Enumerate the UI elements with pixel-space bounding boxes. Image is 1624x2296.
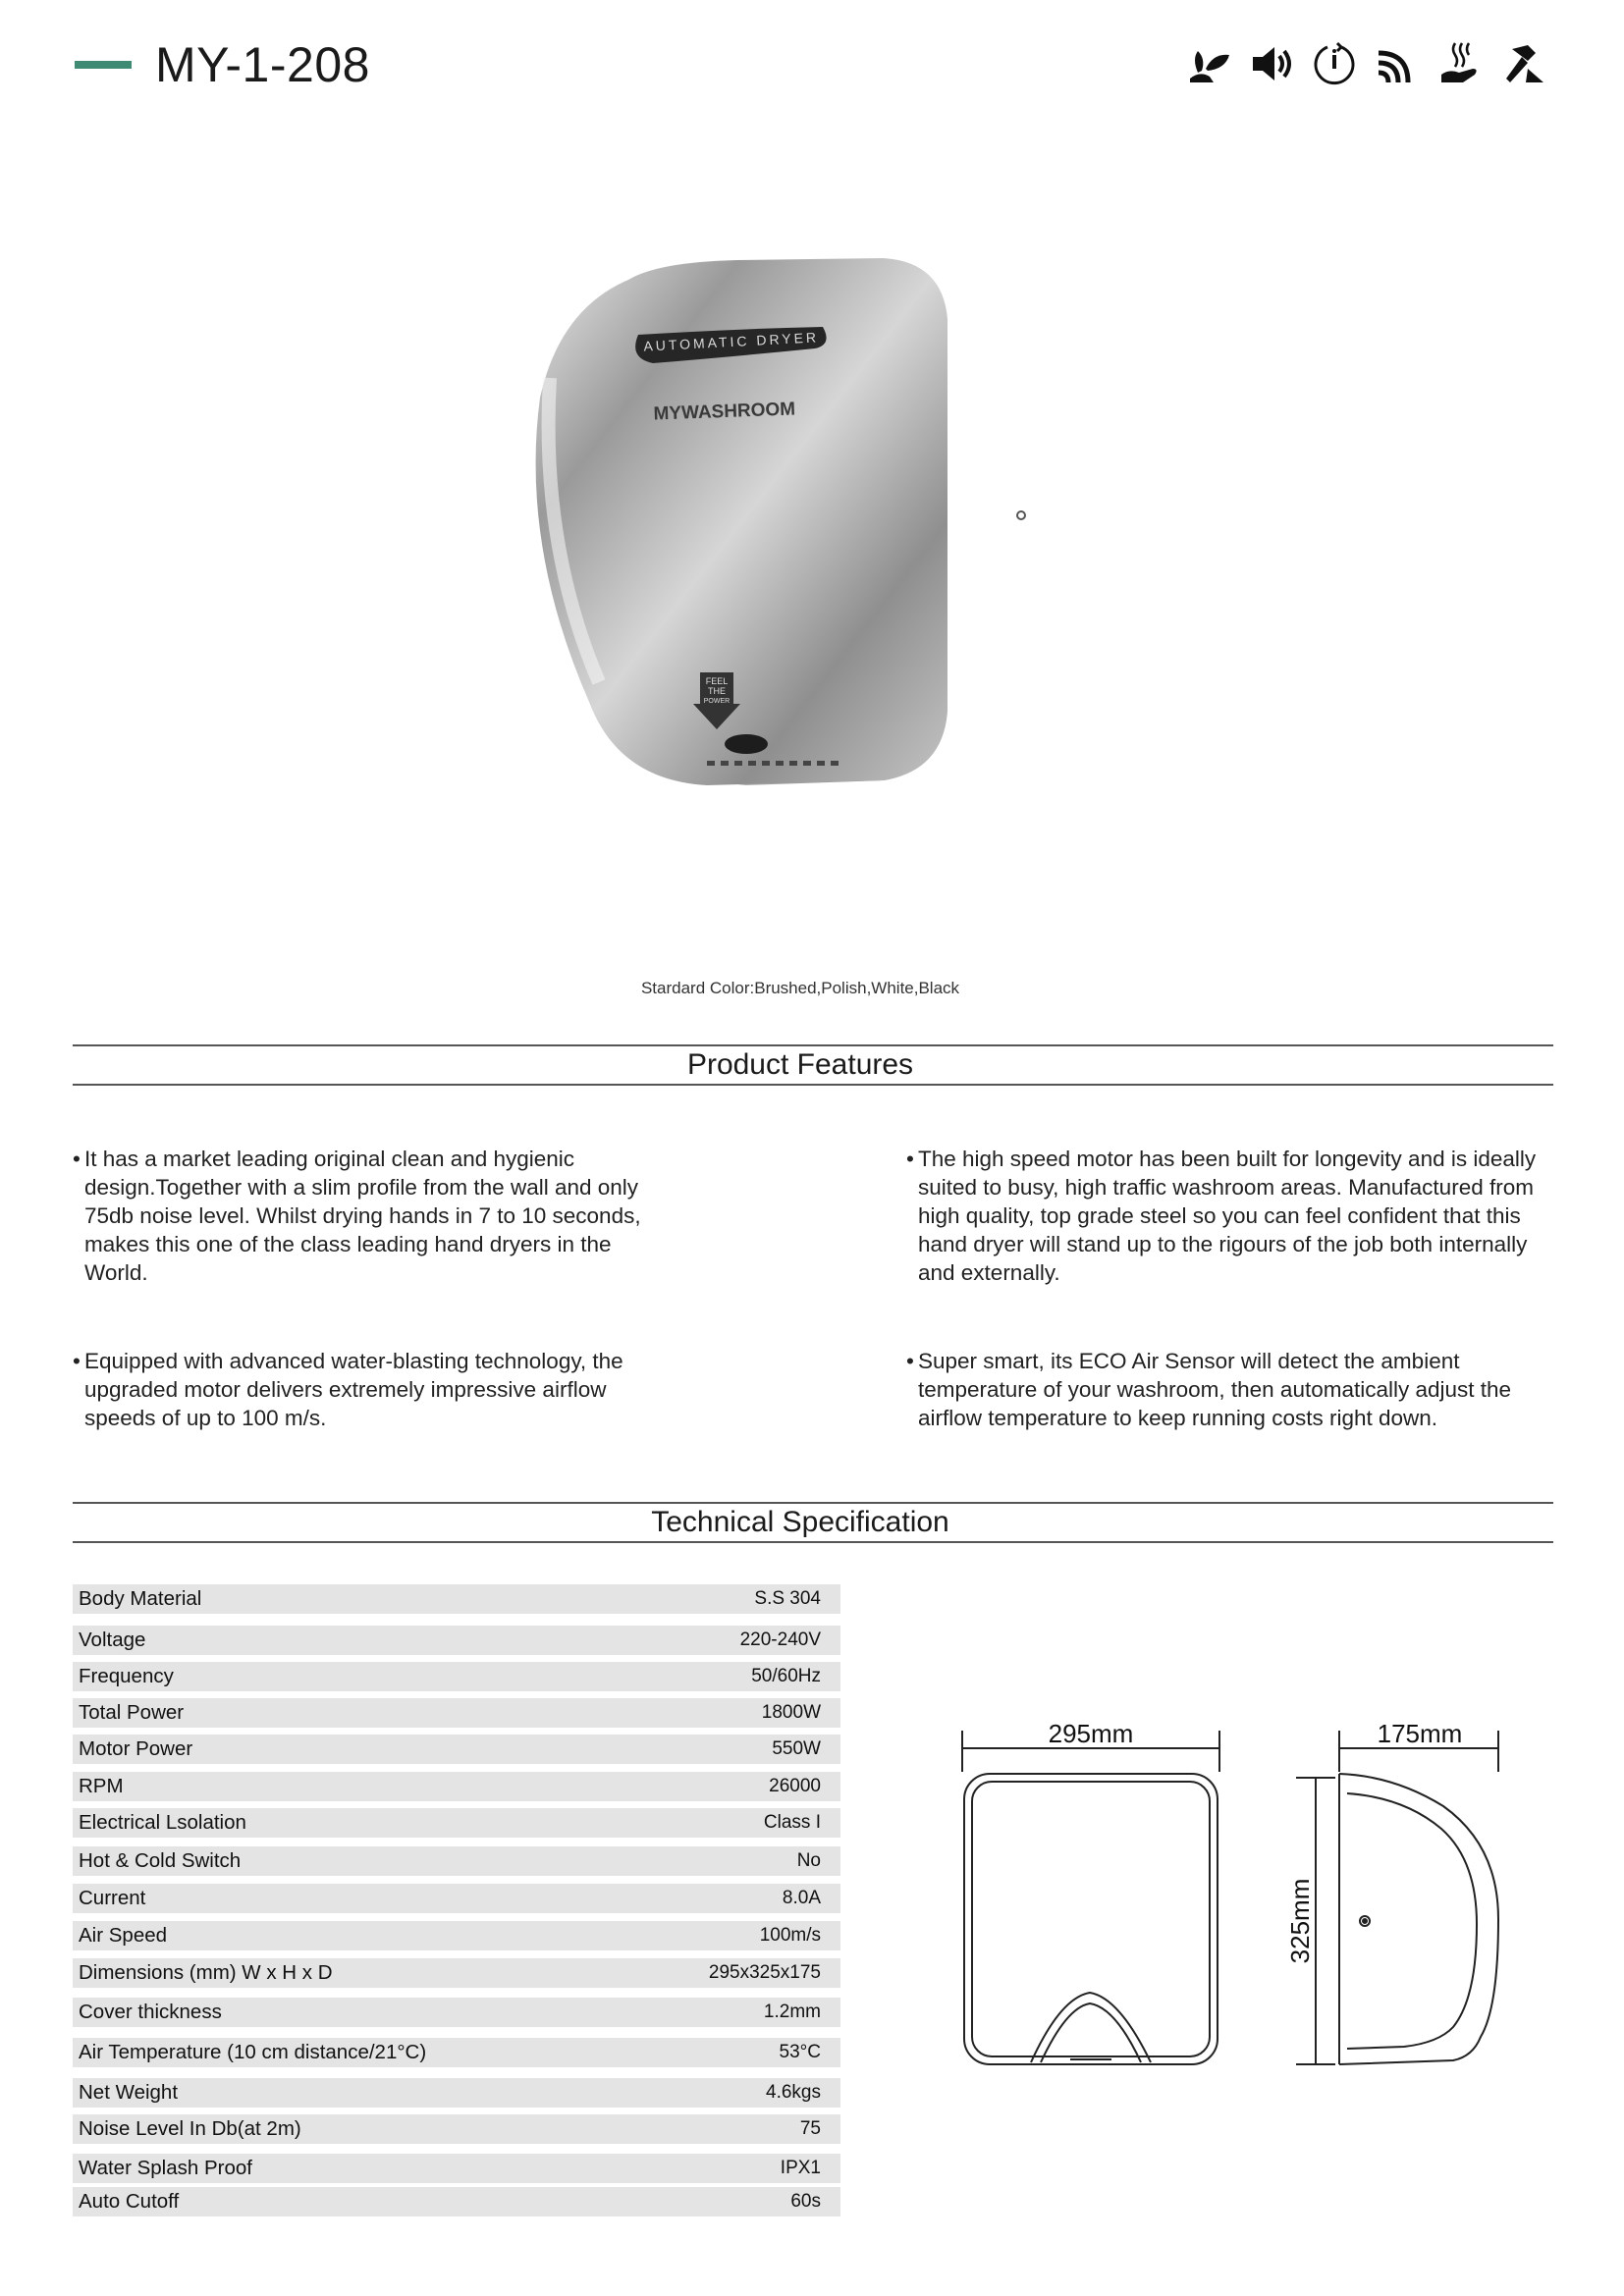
power-timer-icon [1310, 39, 1359, 88]
spec-row [73, 1626, 840, 1655]
arrow-text-1: FEEL [705, 676, 729, 686]
feature-item: • Equipped with advanced water-blasting technology, the upgraded motor delivers extremely impressive airflow speeds of up to 100 m/s. [73, 1349, 623, 1430]
features-heading: Product Features [686, 1048, 914, 1081]
arrow-text-2: THE [708, 686, 726, 696]
spec-value: 550W [772, 1738, 821, 1759]
spec-row [73, 2187, 840, 2216]
spec-label: Auto Cutoff [79, 2190, 180, 2213]
product-brand-text: MYWASHROOM [653, 399, 796, 425]
spec-row [73, 1772, 840, 1801]
features-rule-top [73, 1044, 1553, 1046]
spec-label: Frequency [79, 1665, 174, 1687]
hand-sensor-icon [1435, 39, 1485, 88]
spec-row [73, 1921, 840, 1950]
spec-label: Cover thickness [79, 2001, 222, 2023]
spec-label: Voltage [79, 1629, 146, 1651]
width-dimension-label: 295mm [1048, 1719, 1134, 1748]
title-accent-bar [75, 61, 132, 69]
spec-row [73, 1735, 840, 1764]
spec-row [73, 2038, 840, 2067]
feature-item: • It has a market leading original clean and hygienic design.Together with a slim profile from the wall and only 75db noise level. Whilst drying hands in 7 to 10 seconds, makes this one of the class leading hand dryers in the World. [73, 1147, 641, 1285]
spec-label: Air Temperature (10 cm distance/21°C) [79, 2041, 427, 2063]
spec-value: 1800W [761, 1702, 821, 1723]
spec-row [73, 1846, 840, 1876]
hammer-icon [1498, 39, 1547, 88]
feature-icons [1184, 33, 1577, 94]
spec-label: Hot & Cold Switch [79, 1849, 242, 1872]
sensor-waves-icon [1373, 39, 1422, 88]
spec-value: 75 [799, 2118, 821, 2139]
spec-label: RPM [79, 1775, 124, 1797]
feature-text: The high speed motor has been built for longevity and is ideally suited to busy, high traffic washroom areas. Manufactured from high quality, top grade steel so you can feel confident that this hand dryer will stand up to the rigours of the job both internally and externally. [918, 1147, 1537, 1285]
height-dimension-label: 325mm [1285, 1878, 1315, 1964]
spec-label: Water Splash Proof [79, 2157, 252, 2179]
spec-value: 220-240V [739, 1629, 821, 1650]
spec-rule-top [73, 1502, 1553, 1504]
eco-leaf-icon [1184, 39, 1233, 88]
spec-label: Body Material [79, 1587, 202, 1610]
spec-row [73, 2078, 840, 2108]
features-rule-bottom [73, 1084, 1553, 1086]
spec-row [73, 1698, 840, 1728]
spec-row [73, 1998, 840, 2027]
spec-row [73, 1884, 840, 1913]
spec-row [73, 1808, 840, 1838]
spec-row [73, 2114, 840, 2144]
spec-value: No [796, 1850, 821, 1871]
spec-label: Air Speed [79, 1924, 168, 1947]
feature-text: Super smart, its ECO Air Sensor will detect the ambient temperature of your washroom, then automatically adjust the airflow temperature to keep running costs right down. [918, 1349, 1512, 1430]
spec-row [73, 1662, 840, 1691]
spec-label: Total Power [79, 1701, 185, 1724]
color-caption: Stardard Color:Brushed,Polish,White,Black [640, 979, 960, 997]
spec-row [73, 2154, 840, 2183]
page-title: MY-1-208 [155, 37, 370, 92]
spec-label: Dimensions (mm) W x H x D [79, 1961, 333, 1984]
feature-text: It has a market leading original clean and hygienic design.Together with a slim profile from the wall and only 75db noise level. Whilst drying hands in 7 to 10 seconds, makes this one of the class leading hand dryers in the World. [84, 1147, 641, 1285]
hand-dryer-image [511, 250, 1060, 800]
spec-heading: Technical Specification [651, 1506, 949, 1538]
spec-value: Class I [763, 1812, 821, 1833]
spec-value: 50/60Hz [751, 1666, 821, 1686]
spec-label: Noise Level In Db(at 2m) [79, 2117, 301, 2140]
feature-text: Equipped with advanced water-blasting technology, the upgraded motor delivers extremely impressive airflow speeds of up to 100 m/s. [84, 1349, 623, 1430]
spec-row [73, 1584, 840, 1614]
spec-label: Current [79, 1887, 146, 1909]
spec-rule-bottom [73, 1541, 1553, 1543]
spec-value: 4.6kgs [766, 2082, 821, 2103]
dimension-drawing [943, 1713, 1551, 2086]
spec-value: IPX1 [780, 2158, 821, 2178]
spec-value: 60s [790, 2191, 821, 2212]
spec-label: Net Weight [79, 2081, 179, 2104]
spec-label: Motor Power [79, 1737, 193, 1760]
spec-value: 8.0A [782, 1888, 821, 1908]
feature-item: • Super smart, its ECO Air Sensor will detect the ambient temperature of your washroom, then automatically adjust the airflow temperature to keep running costs right down. [906, 1349, 1512, 1430]
spec-value: 26000 [769, 1776, 821, 1796]
spec-label: Electrical Lsolation [79, 1811, 246, 1834]
product-label-text: AUTOMATIC DRYER [643, 329, 820, 354]
spec-row [73, 1958, 840, 1988]
arrow-text-3: POWER [703, 698, 731, 705]
feature-item: • The high speed motor has been built for longevity and is ideally suited to busy, high traffic washroom areas. Manufactured from high quality, top grade steel so you can feel confident that this hand dryer will stand up to the rigours of the job both internally and externally. [906, 1147, 1537, 1285]
spec-value: 1.2mm [763, 2002, 821, 2022]
spec-value: 295x325x175 [708, 1962, 821, 1983]
depth-dimension-label: 175mm [1377, 1719, 1463, 1748]
spec-value: 53°C [779, 2042, 821, 2062]
spec-value: 100m/s [759, 1925, 821, 1946]
speaker-icon [1247, 39, 1296, 88]
side-view [1296, 1731, 1498, 2064]
spec-value: S.S 304 [754, 1588, 821, 1609]
front-view [962, 1731, 1219, 2064]
